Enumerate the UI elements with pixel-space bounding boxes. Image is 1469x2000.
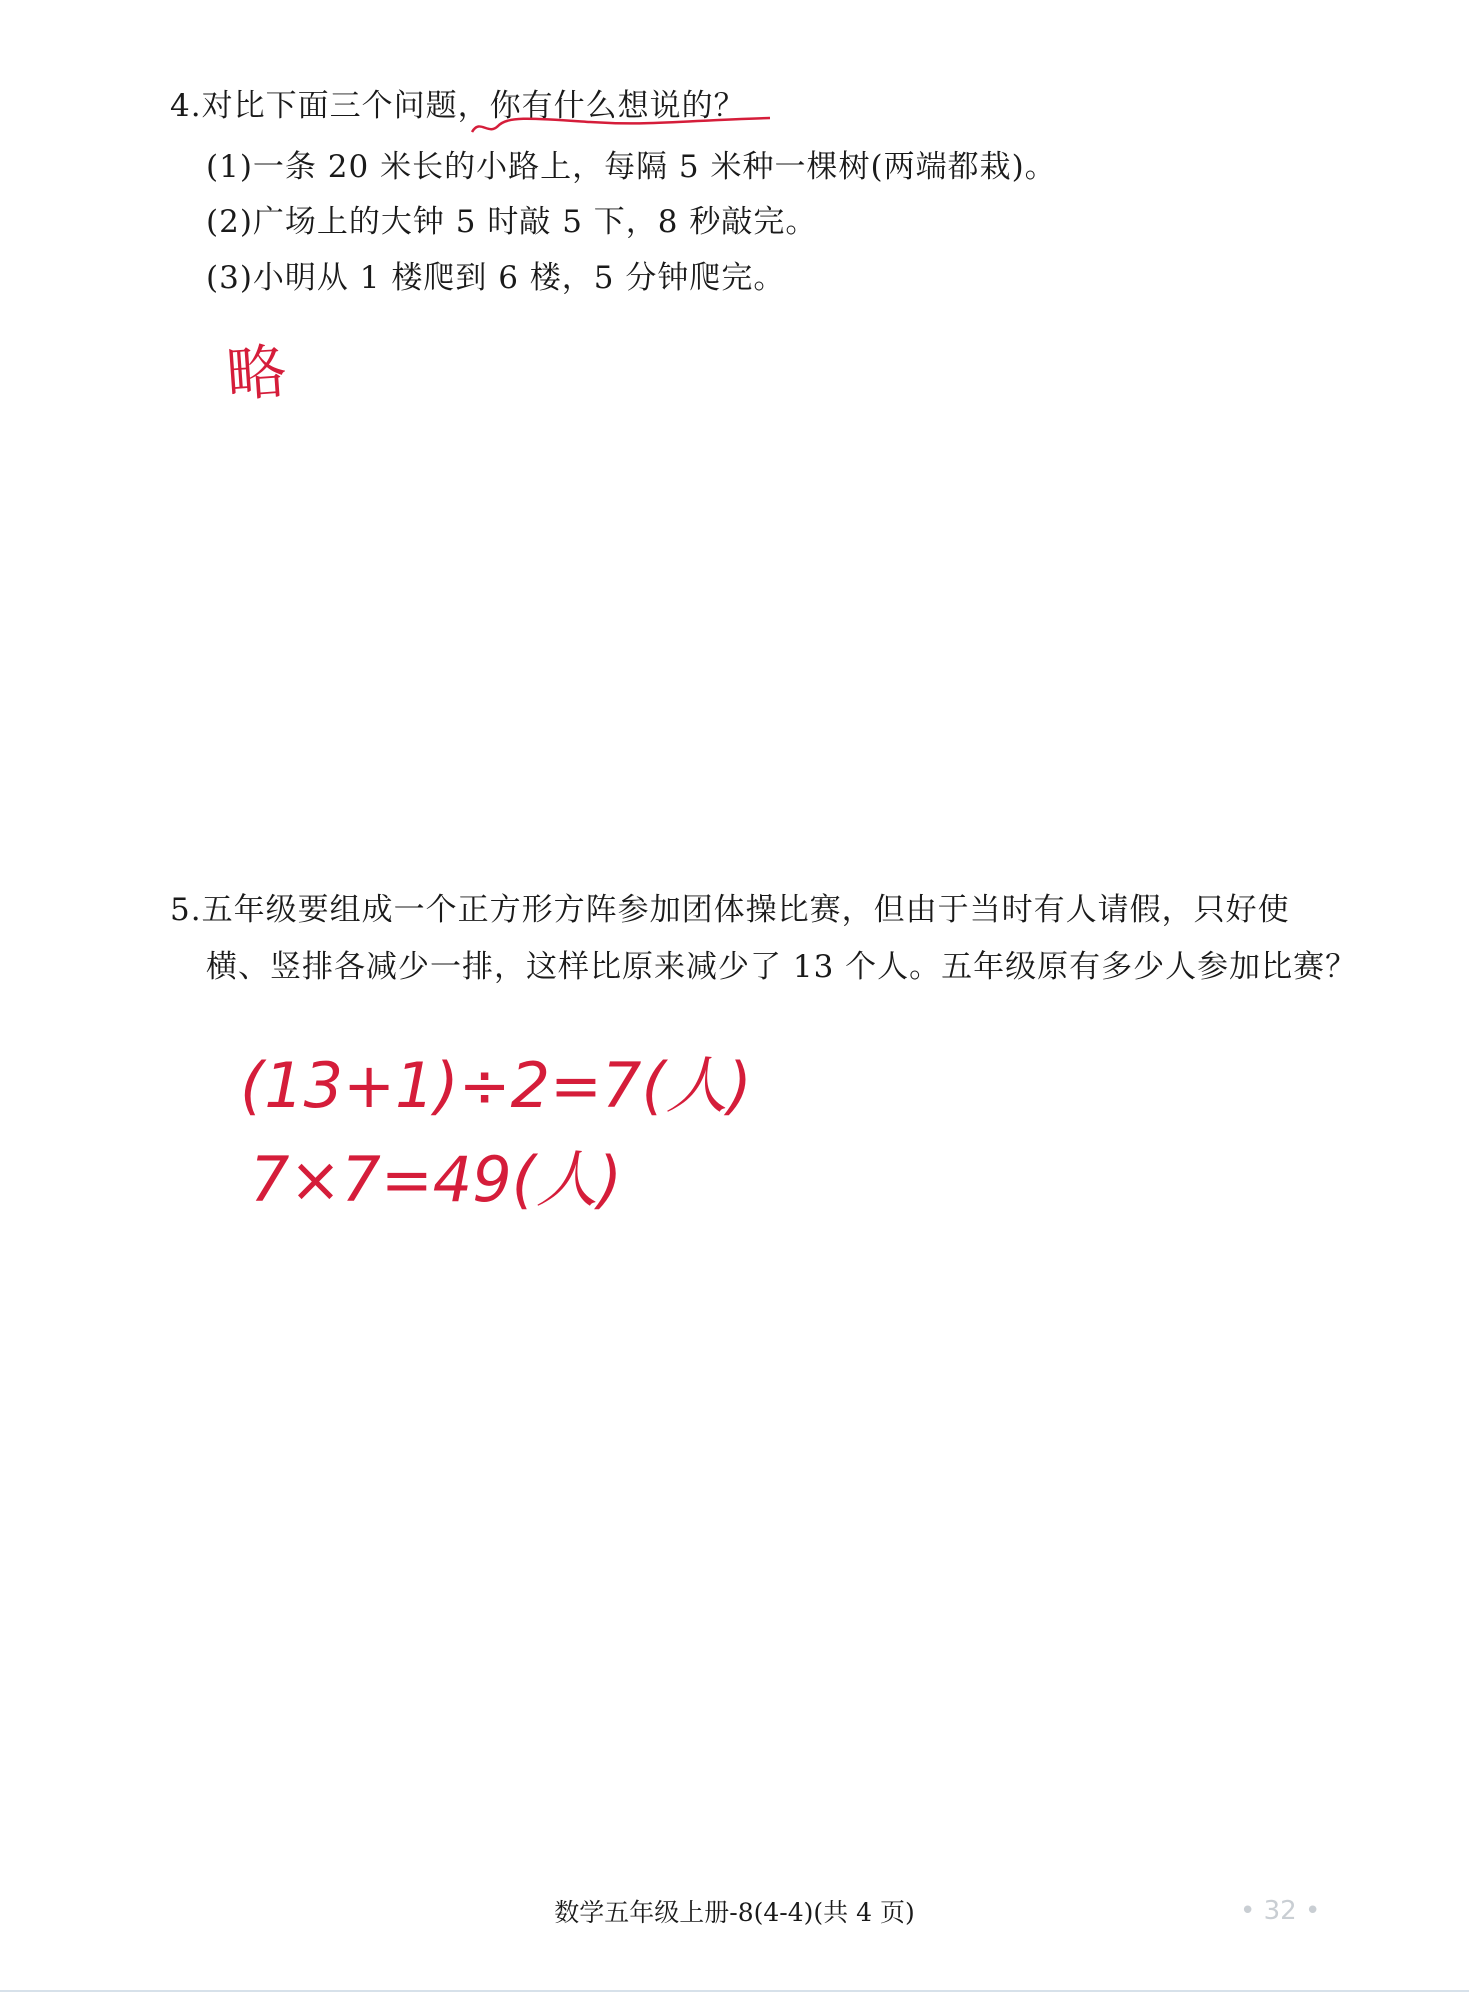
question-4-item-2: (2)广场上的大钟 5 时敲 5 下，8 秒敲完。 <box>206 204 818 240</box>
page-number: • 32 • <box>1240 1896 1321 1926</box>
page-footer: 数学五年级上册-8(4-4)(共 4 页) <box>554 1898 915 1927</box>
question-5-answer-line-1: (13+1)÷2=7(人) <box>240 1049 752 1122</box>
question-4-number: 4. <box>170 88 202 124</box>
scan-edge-divider <box>0 1990 1469 1992</box>
question-4-item-1: (1)一条 20 米长的小路上，每隔 5 米种一棵树(两端都栽)。 <box>206 149 1057 185</box>
question-5-text-1: 五年级要组成一个正方形方阵参加团体操比赛，但由于当时有人请假，只好使 <box>201 892 1290 928</box>
question-5-number: 5. <box>170 892 202 928</box>
question-4-item-3: (3)小明从 1 楼爬到 6 楼，5 分钟爬完。 <box>206 260 786 296</box>
question-4-answer: 略 <box>223 336 289 411</box>
question-5-line-2: 横、竖排各减少一排，这样比原来减少了 13 个人。五年级原有多少人参加比赛？ <box>206 949 1358 985</box>
question-4-stem-b: ，你有什么想说的？ <box>457 88 746 124</box>
question-4-underline <box>470 112 775 138</box>
question-4-stem-a: 对比下面三个问题 <box>201 88 458 124</box>
question-5-line-1 <box>170 890 1290 930</box>
question-5-answer-line-2: 7×7=49(人) <box>250 1143 623 1216</box>
